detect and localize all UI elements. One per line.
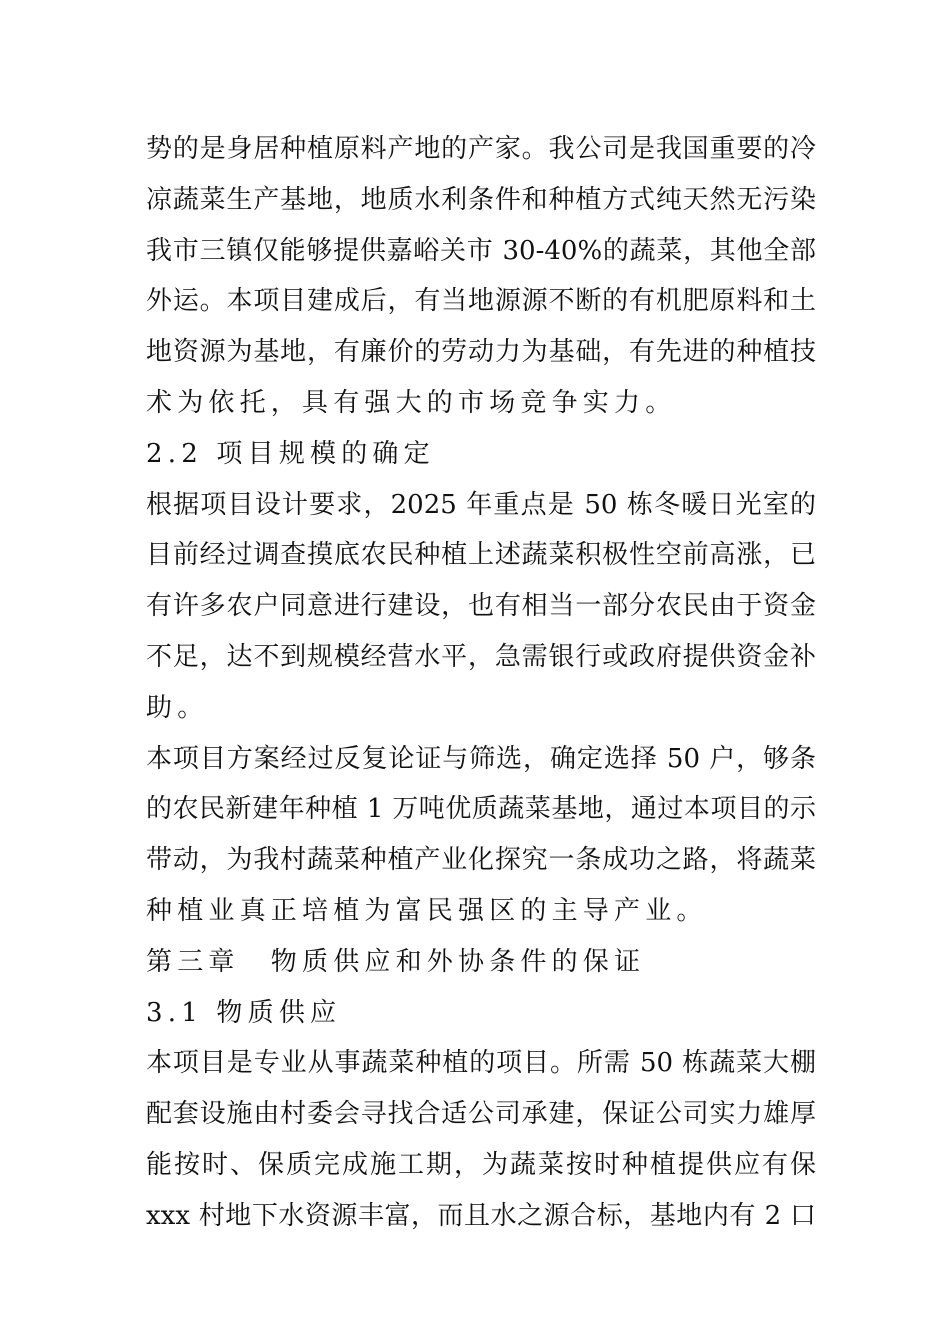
text-line: 根据项目设计要求，2025 年重点是 50 栋冬暖日光室的 — [146, 489, 816, 520]
text-line: 目前经过调查摸底农民种植上述蔬菜积极性空前高涨，已 — [146, 540, 816, 571]
text-line: 本项目方案经过反复论证与筛选，确定选择 50 户，够条 — [146, 743, 816, 774]
text-line: 势的是身居种植原料产地的产家。我公司是我国重要的冷 — [146, 134, 816, 164]
text-line: 第三章 物质供应和外协条件的保证 — [146, 946, 646, 977]
text-line: 种植业真正培植为富民强区的主导产业。 — [146, 895, 708, 926]
document-body — [146, 124, 816, 1242]
text-line: 本项目是专业从事蔬菜种植的项目。所需 50 栋蔬菜大棚 — [146, 1048, 816, 1079]
text-line: 术为依托，具有强大的市场竞争实力。 — [146, 387, 677, 418]
text-line: 有许多农户同意进行建设，也有相当一部分农民由于资金 — [146, 591, 816, 622]
text-line: 2.2 项目规模的确定 — [146, 438, 435, 469]
text-line: 地资源为基地，有廉价的劳动力为基础，有先进的种植技 — [146, 337, 816, 368]
text-line: 能按时、保质完成施工期，为蔬菜按时种植提供应有保 — [146, 1149, 816, 1180]
text-line: 3.1 物质供应 — [146, 997, 342, 1028]
text-line: 不足，达不到规模经营水平，急需银行或政府提供资金补 — [146, 641, 816, 672]
text-line: 配套设施由村委会寻找合适公司承建，保证公司实力雄厚 — [146, 1099, 816, 1130]
text-line: 带动，为我村蔬菜种植产业化探究一条成功之路，将蔬菜 — [146, 845, 816, 876]
text-line: xxx 村地下水资源丰富，而且水之源合标，基地内有 2 口 — [146, 1200, 816, 1231]
text-line: 我市三镇仅能够提供嘉峪关市 30-40%的蔬菜，其他全部 — [146, 235, 816, 266]
text-line: 的农民新建年种植 1 万吨优质蔬菜基地，通过本项目的示 — [146, 794, 816, 825]
text-line: 外运。本项目建成后，有当地源源不断的有机肥原料和土 — [146, 286, 816, 317]
text-line: 凉蔬菜生产基地，地质水利条件和种植方式纯天然无污染 — [146, 184, 816, 215]
text-line: 助。 — [146, 692, 209, 723]
